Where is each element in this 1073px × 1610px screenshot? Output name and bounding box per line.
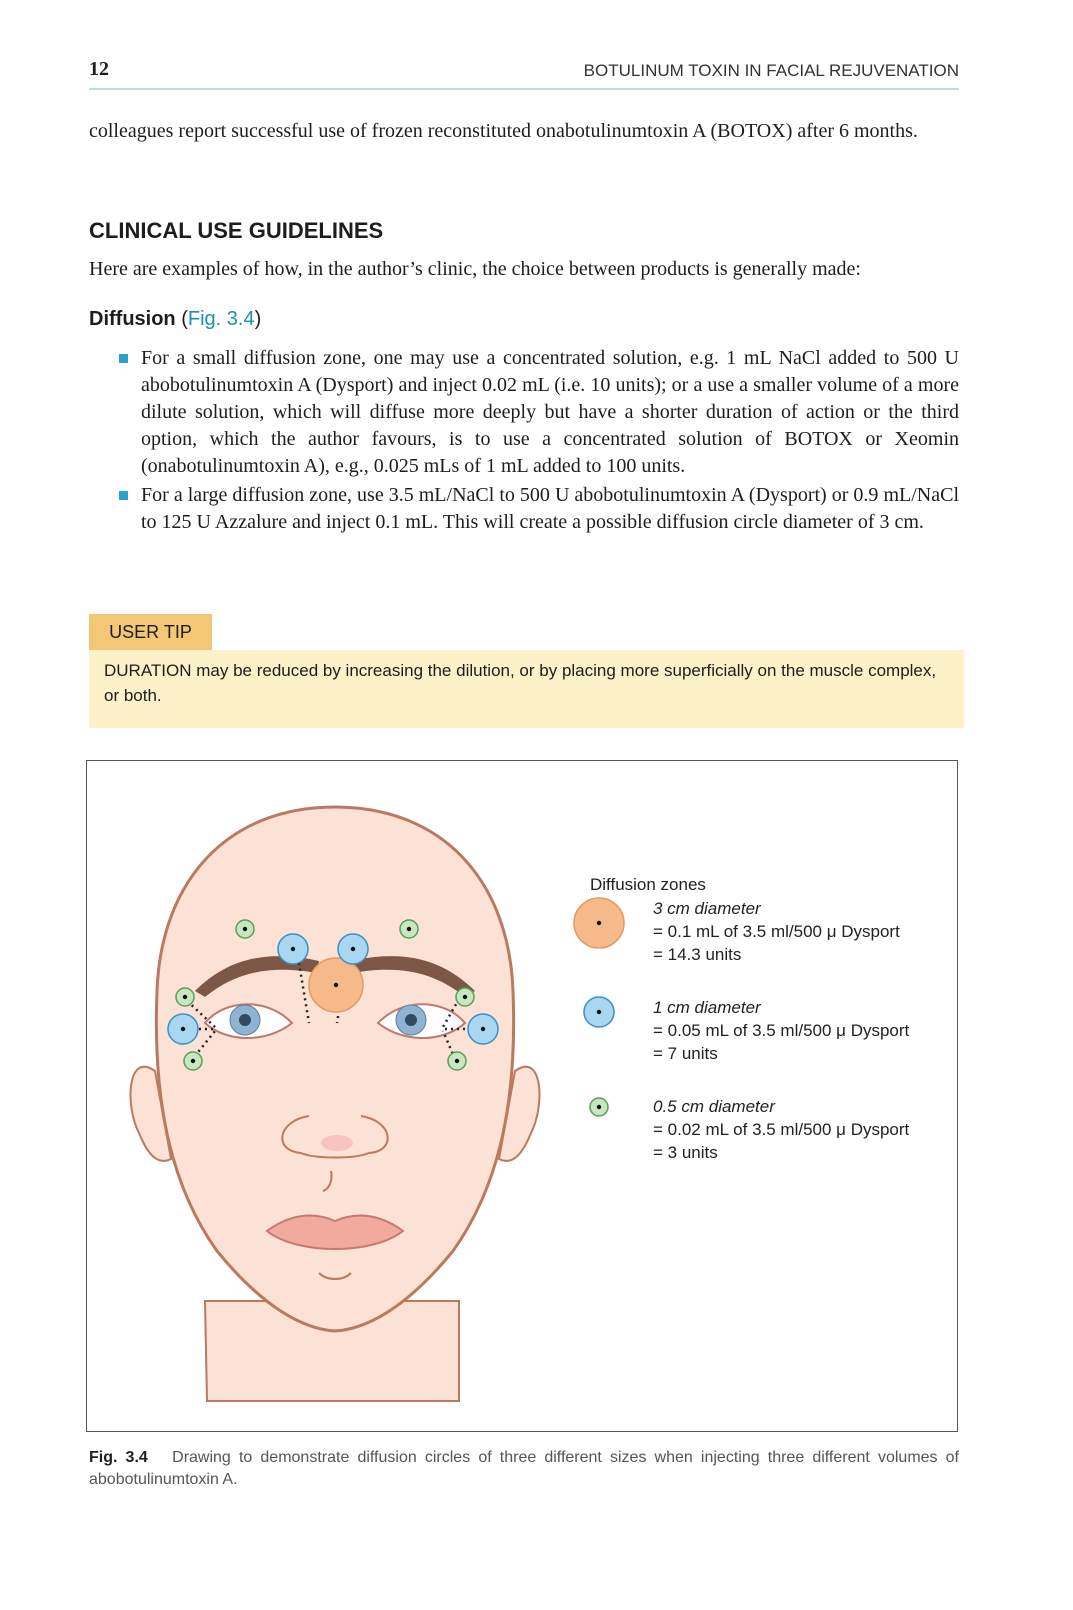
- legend-zone-dose: = 0.05 mL of 3.5 ml/500 μ Dysport: [653, 1021, 910, 1040]
- right-pupil: [405, 1014, 417, 1026]
- injection-point-dot: [183, 995, 187, 999]
- user-tip-text: DURATION may be reduced by increasing the dilution, or by placing more superficially on the muscle complex, or both.: [104, 661, 937, 705]
- subsection-open-paren: (: [181, 308, 188, 330]
- injection-point-dot: [481, 1027, 485, 1031]
- injection-point-dot: [243, 927, 247, 931]
- injection-point-dot: [455, 1059, 459, 1063]
- figure-reference-link[interactable]: Fig. 3.4: [187, 308, 255, 330]
- legend-markers: [574, 898, 624, 1116]
- page-header: [89, 58, 959, 90]
- figure-caption: [89, 1447, 959, 1491]
- bullet-text: For a small diffusion zone, one may use a concentrated solution, e.g. 1 mL NaCl added to 500 U abobotulinumtoxin A (Dysport) and inject 0.02 mL (i.e. 10 units); or a use a smaller volume of a more dilute solution, which will diffuse more deeply but have a shorter duration of action or the third option, which the author favours, is to use a concentrated solution of BOTOX or Xeomin (onabotulinumtoxin A), e.g., 0.025 mLs of 1 mL added to 100 units.: [141, 347, 959, 477]
- legend-zone-dose: = 0.02 mL of 3.5 ml/500 μ Dysport: [653, 1120, 910, 1139]
- intro-paragraph: colleagues report successful use of frozen reconstituted onabotulinumtoxin A (BOTOX) after 6 months.: [89, 120, 918, 142]
- legend-item-3cm: [653, 897, 900, 966]
- injection-point-dot: [407, 927, 411, 931]
- bullet-list: [115, 345, 959, 538]
- subsection-heading: [89, 308, 261, 331]
- legend-zone-units: = 3 units: [653, 1143, 718, 1162]
- injection-point-dot: [181, 1027, 185, 1031]
- injection-point-dot: [351, 947, 355, 951]
- section-lead: Here are examples of how, in the author’s clinic, the choice between products is generally made:: [89, 258, 861, 280]
- page-number: 12: [89, 58, 109, 80]
- section-heading: CLINICAL USE GUIDELINES: [89, 218, 384, 243]
- left-pupil: [239, 1014, 251, 1026]
- injection-point-dot: [291, 947, 295, 951]
- caption-label: Fig. 3.4: [89, 1449, 148, 1466]
- injection-point-dot: [463, 995, 467, 999]
- subsection-close-paren: ): [254, 308, 262, 330]
- user-tip-box: [89, 650, 964, 728]
- list-item: [115, 345, 959, 480]
- list-item: [115, 482, 959, 536]
- injection-point-dot: [334, 983, 338, 987]
- injection-point-dot: [191, 1059, 195, 1063]
- legend-zone-size: 3 cm diameter: [653, 899, 761, 918]
- injection-point-dot: [597, 1105, 601, 1109]
- injection-point-dot: [597, 1010, 601, 1014]
- bullet-text: For a large diffusion zone, use 3.5 mL/NaCl to 500 U abobotulinumtoxin A (Dysport) or 0.9 mL/NaCl to 125 U Azzalure and inject 0.1 mL. This will create a possible diffusion circle diameter of 3 cm.: [141, 484, 959, 533]
- legend-zone-units: = 14.3 units: [653, 945, 742, 964]
- injection-point-dot: [597, 921, 601, 925]
- subsection-title: Diffusion: [89, 308, 176, 330]
- legend-zone-units: = 7 units: [653, 1044, 718, 1063]
- legend-zone-size: 1 cm diameter: [653, 998, 761, 1017]
- bullet-square-icon: [119, 354, 128, 363]
- legend-zone-dose: = 0.1 mL of 3.5 ml/500 μ Dysport: [653, 922, 900, 941]
- user-tip-label: USER TIP: [89, 614, 212, 650]
- legend-item-0-5cm: [653, 1095, 909, 1164]
- running-title: BOTULINUM TOXIN IN FACIAL REJUVENATION: [583, 61, 959, 80]
- nose-tip-shading: [321, 1135, 353, 1151]
- caption-text: Drawing to demonstrate diffusion circles of three different sizes when injecting three different volumes of abobotulinumtoxin A.: [89, 1449, 959, 1488]
- bullet-square-icon: [119, 491, 128, 500]
- figure-diffusion-zones: [86, 760, 958, 1432]
- legend-item-1cm: [653, 996, 909, 1065]
- legend-title: Diffusion zones: [590, 875, 706, 894]
- legend-zone-size: 0.5 cm diameter: [653, 1097, 775, 1116]
